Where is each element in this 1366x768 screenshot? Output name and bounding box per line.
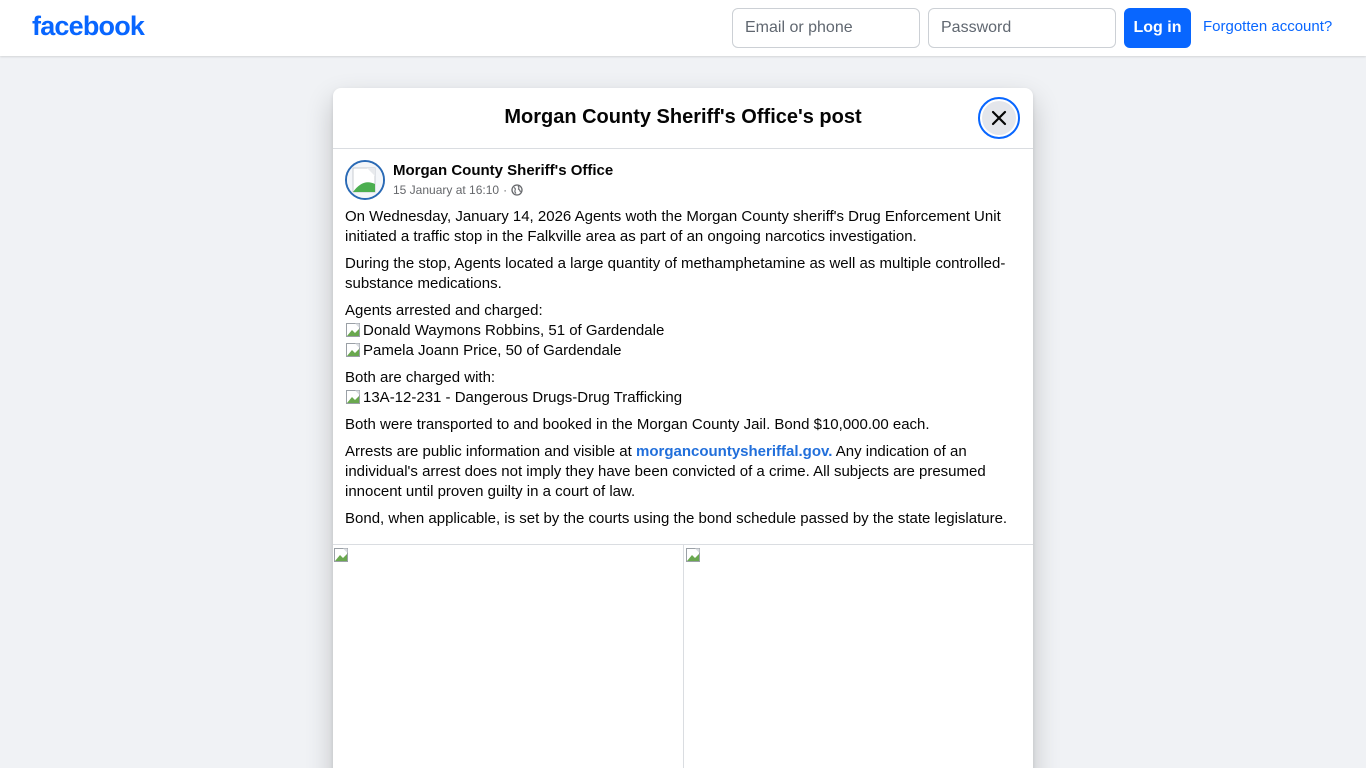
broken-image-icon — [333, 547, 349, 563]
close-button[interactable] — [978, 97, 1020, 139]
broken-image-icon — [345, 389, 361, 405]
dialog-title: Morgan County Sheriff's Office's post — [504, 106, 862, 128]
arrested-heading: Agents arrested and charged: — [345, 302, 543, 319]
forgotten-account-link[interactable]: Forgotten account? — [1203, 18, 1333, 35]
post-timestamp[interactable]: 15 January at 16:10 — [393, 183, 500, 197]
password-field[interactable] — [928, 8, 1116, 48]
email-field[interactable] — [732, 8, 920, 48]
post-text — [345, 207, 1021, 536]
public-info-text: Arrests are public information and visible at — [345, 443, 636, 460]
arrested-person: Donald Waymons Robbins, 51 of Gardendale — [363, 322, 665, 339]
post-paragraph: During the stop, Agents located a large quantity of methamphetamine as well as multiple controlled-substance medications. — [345, 255, 1006, 292]
meta-separator: · — [503, 183, 508, 197]
post-paragraph: Both were transported to and booked in the Morgan County Jail. Bond $10,000.00 each. — [345, 416, 930, 433]
login-button[interactable]: Log in — [1124, 8, 1191, 48]
public-info-paragraph — [345, 442, 1021, 502]
author-avatar[interactable] — [345, 160, 385, 200]
broken-image-icon — [685, 547, 701, 563]
broken-image-icon — [345, 342, 361, 358]
dialog-header — [333, 88, 1033, 149]
charges-heading: Both are charged with: — [345, 369, 496, 386]
top-navigation-bar — [0, 0, 1366, 56]
facebook-logo[interactable]: facebook — [32, 11, 145, 41]
author-name[interactable]: Morgan County Sheriff's Office — [393, 162, 614, 179]
post-photo[interactable] — [685, 545, 1033, 768]
sheriff-website-link[interactable]: morgancountysheriffal.gov. — [635, 443, 833, 460]
post-photo[interactable] — [333, 545, 684, 768]
post-dialog — [333, 88, 1033, 768]
post-photos — [333, 544, 1033, 768]
globe-icon — [511, 184, 523, 196]
public-info-text: Any indication of an individual's arrest does not imply they have been convicted of a crime. All subjects are presumed innocent until proven guilty in a court of law. — [345, 443, 986, 500]
broken-image-icon — [345, 322, 361, 338]
charge-item: 13A-12-231 - Dangerous Drugs-Drug Trafficking — [363, 389, 683, 406]
close-icon — [991, 110, 1007, 126]
post-paragraph: Bond, when applicable, is set by the courts using the bond schedule passed by the state legislature. — [345, 510, 1008, 527]
charges-section — [345, 368, 1021, 408]
post-meta — [393, 183, 523, 197]
post-paragraph: On Wednesday, January 14, 2026 Agents woth the Morgan County sheriff's Drug Enforcement Unit initiated a traffic stop in the Falkville area as part of an ongoing narcotics investigation. — [345, 208, 1001, 245]
avatar-image-icon — [347, 162, 383, 198]
arrested-person: Pamela Joann Price, 50 of Gardendale — [363, 342, 622, 359]
arrested-section — [345, 301, 1021, 361]
